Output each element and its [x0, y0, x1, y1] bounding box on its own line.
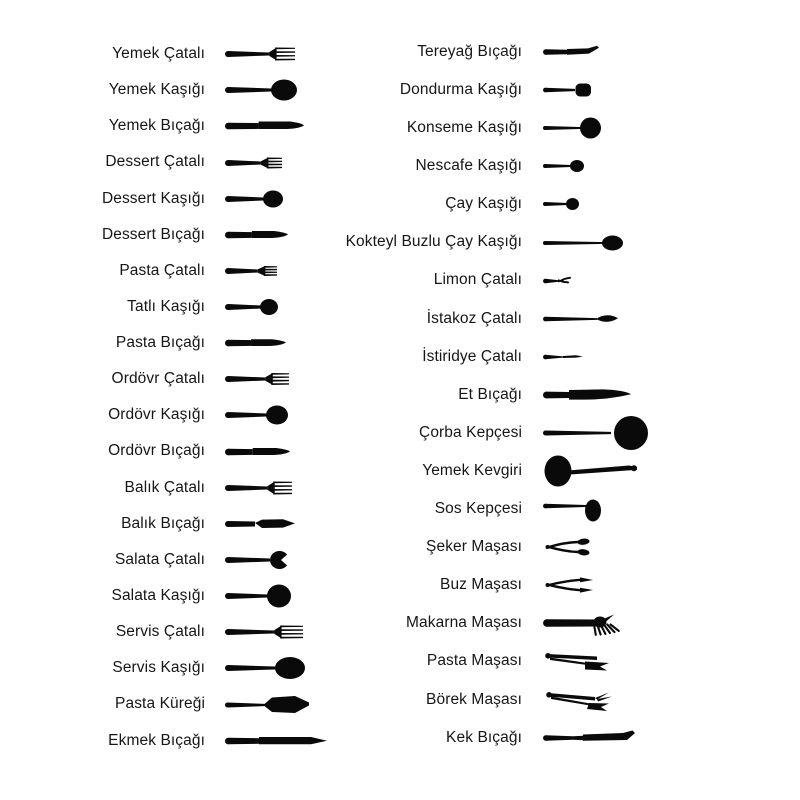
list-item — [322, 300, 688, 338]
list-item — [10, 614, 370, 650]
pasta-tongs-icon — [543, 603, 688, 643]
utensil-label: Dondurma Kaşığı — [399, 81, 522, 98]
utensil-label: Et Bıçağı — [458, 385, 522, 403]
sugar-tongs-icon — [543, 527, 688, 567]
list-item — [322, 338, 688, 376]
utensil-label: İstakoz Çatalı — [426, 309, 522, 327]
skimmer-icon — [543, 451, 688, 491]
utensil-label: Çorba Kepçesi — [419, 423, 522, 441]
sauce-ladle-icon — [543, 489, 688, 529]
utensil-label: Yemek Kaşığı — [108, 81, 205, 99]
right-column — [322, 33, 688, 757]
utensil-label: Pasta Bıçağı — [115, 334, 205, 352]
utensil-label: Dessert Kaşığı — [101, 189, 205, 207]
lobster-fork-icon — [543, 299, 688, 339]
list-item — [10, 217, 370, 253]
spoon-icon — [543, 223, 688, 263]
list-item — [322, 147, 688, 185]
spoon-icon — [543, 108, 688, 148]
utensil-label: Pasta Küreği — [115, 695, 205, 713]
meat-knife-icon — [543, 375, 688, 415]
list-item — [10, 72, 370, 108]
utensil-label: Sos Kepçesi — [434, 500, 522, 518]
list-item — [10, 253, 370, 289]
list-item — [10, 361, 370, 397]
list-item — [322, 490, 688, 528]
list-item — [10, 506, 370, 542]
utensil-label: İstiridye Çatalı — [422, 347, 522, 365]
utensil-label: Ekmek Bıçağı — [108, 731, 205, 749]
utensil-label: Salata Çatalı — [114, 550, 205, 568]
utensil-label: Çay Kaşığı — [445, 195, 522, 213]
list-item — [322, 262, 688, 300]
cake-knife-icon — [543, 718, 688, 758]
utensil-label: Pasta Maşası — [426, 652, 522, 670]
list-item — [322, 719, 688, 757]
utensil-label: Yemek Kevgiri — [422, 461, 522, 479]
list-item — [10, 397, 370, 433]
list-item — [10, 434, 370, 470]
utensil-label: Ordövr Çatalı — [111, 370, 205, 388]
ice-cream-spoon-icon — [543, 70, 688, 110]
utensil-label: Balık Bıçağı — [121, 514, 205, 532]
list-item — [322, 604, 688, 642]
utensil-label: Nescafe Kaşığı — [415, 157, 522, 175]
spoon-icon — [543, 184, 688, 224]
utensil-label: Dessert Bıçağı — [101, 225, 205, 243]
lemon-fork-icon — [543, 261, 688, 301]
utensil-label: Börek Maşası — [426, 690, 522, 708]
oyster-fork-icon — [543, 337, 688, 377]
utensil-label: Ordövr Bıçağı — [108, 442, 205, 460]
list-item — [322, 452, 688, 490]
list-item — [322, 71, 688, 109]
utensil-label: Buz Maşası — [440, 576, 522, 594]
utensil-label: Kokteyl Buzlu Çay Kaşığı — [345, 233, 522, 251]
utensil-label: Balık Çatalı — [124, 478, 205, 496]
utensil-label: Makarna Maşası — [406, 614, 522, 632]
utensil-label: Salata Kaşığı — [111, 587, 205, 605]
utensil-label: Ordövr Kaşığı — [108, 406, 205, 424]
list-item — [322, 528, 688, 566]
list-item — [322, 414, 688, 452]
list-item — [322, 109, 688, 147]
list-item — [10, 289, 370, 325]
list-item — [10, 542, 370, 578]
utensil-label: Şeker Maşası — [426, 538, 522, 556]
utensil-label: Limon Çatalı — [433, 271, 522, 289]
utensil-label: Tatlı Kaşığı — [127, 297, 205, 315]
utensil-label: Konseme Kaşığı — [406, 119, 522, 137]
cake-tongs-icon — [543, 642, 688, 682]
list-item — [10, 650, 370, 686]
utensil-label: Pasta Çatalı — [119, 261, 205, 279]
utensil-label: Yemek Bıçağı — [108, 117, 205, 135]
list-item — [10, 36, 370, 72]
list-item — [322, 566, 688, 604]
list-item — [10, 108, 370, 144]
list-item — [322, 185, 688, 223]
utensil-label: Dessert Çatalı — [105, 153, 205, 171]
list-item — [322, 681, 688, 719]
list-item — [10, 470, 370, 506]
list-item — [10, 578, 370, 614]
utensil-label: Tereyağ Bıçağı — [417, 42, 522, 60]
spoon-icon — [543, 146, 688, 186]
butter-knife-icon — [543, 32, 688, 72]
list-item — [10, 144, 370, 180]
ice-tongs-icon — [543, 565, 688, 605]
list-item — [322, 643, 688, 681]
list-item — [322, 33, 688, 71]
utensil-label: Kek Bıçağı — [446, 728, 522, 746]
list-item — [322, 376, 688, 414]
list-item — [322, 223, 688, 261]
utensil-label: Servis Kaşığı — [112, 659, 205, 677]
pastry-tongs-icon — [543, 680, 688, 720]
list-item — [10, 181, 370, 217]
left-column — [10, 36, 370, 759]
soup-ladle-icon — [543, 413, 688, 453]
list-item — [10, 325, 370, 361]
utensil-label: Yemek Çatalı — [112, 44, 205, 62]
list-item — [10, 723, 370, 759]
utensil-label: Servis Çatalı — [115, 623, 205, 641]
list-item — [10, 687, 370, 723]
